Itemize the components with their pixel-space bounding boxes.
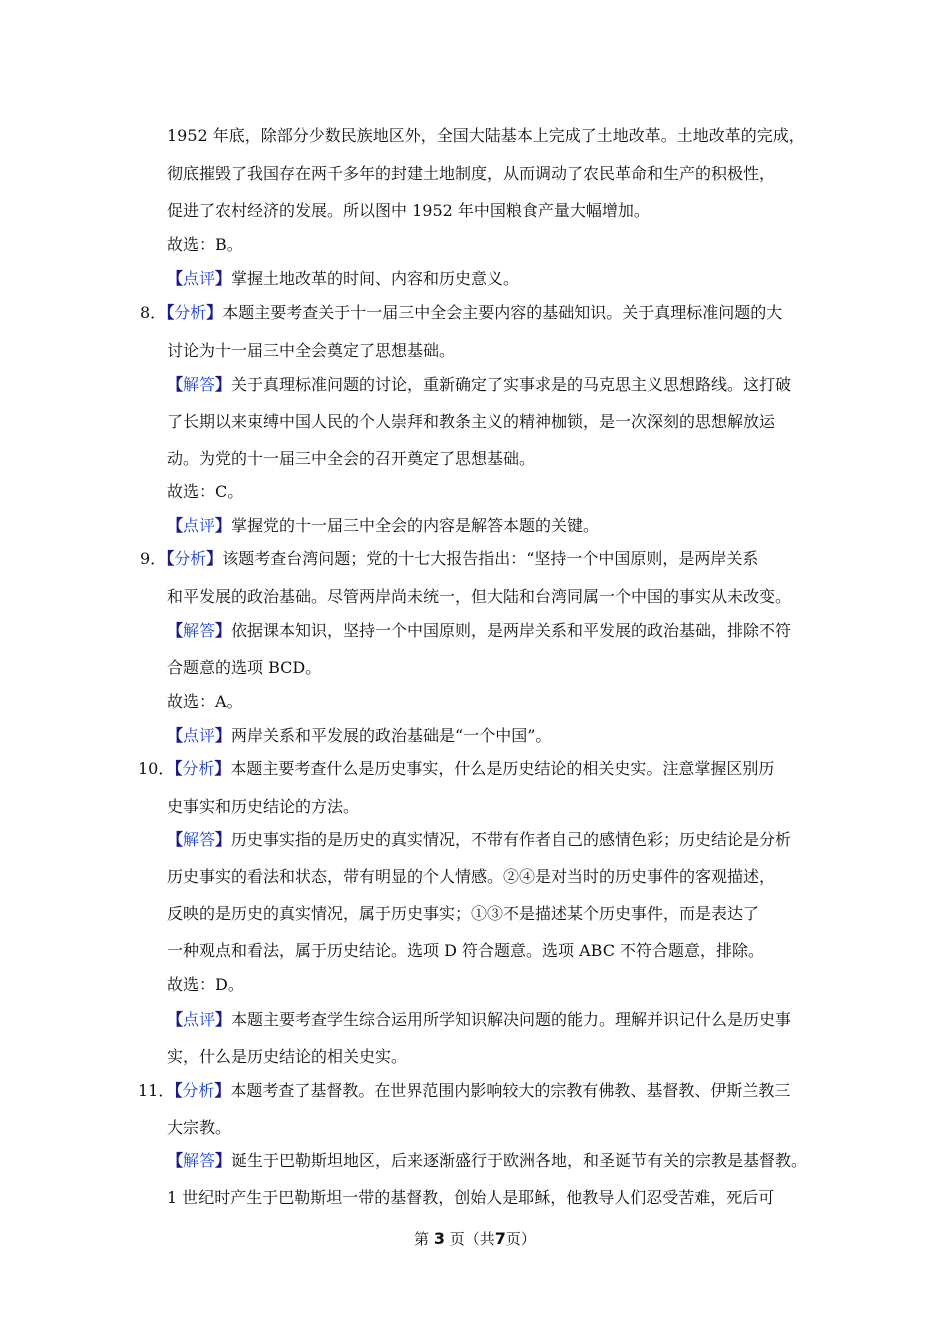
answer-line: 故选：A。 bbox=[167, 692, 243, 711]
dianping-tag: 【点评】 bbox=[167, 1010, 232, 1029]
question-11-fenxi: 11．【分析】本题考查了基督教。在世界范围内影响较大的宗教有佛教、基督教、伊斯兰教三 bbox=[138, 1081, 791, 1100]
answer-line: 故选：B。 bbox=[167, 235, 243, 254]
fenxi-tag: 【分析】 bbox=[174, 1081, 231, 1100]
dianping-tag: 【点评】 bbox=[167, 516, 232, 535]
question-10-jieda: 【解答】历史事实指的是历史的真实情况，不带有作者自己的感情色彩；历史结论是分析 bbox=[167, 830, 792, 849]
paragraph-line: 1 世纪时产生于巴勒斯坦一带的基督教，创始人是耶稣，他教导人们忍受苦难，死后可 bbox=[167, 1188, 775, 1207]
question-9-fenxi: 9．【分析】该题考查台湾问题；党的十七大报告指出：“坚持一个中国原则，是两岸关系 bbox=[140, 549, 759, 568]
dianping-line: 【点评】两岸关系和平发展的政治基础是“一个中国”。 bbox=[167, 726, 552, 745]
paragraph-line: 促进了农村经济的发展。所以图中 1952 年中国粮食产量大幅增加。 bbox=[167, 201, 650, 220]
fenxi-tag: 【分析】 bbox=[166, 303, 223, 322]
paragraph-line: 实，什么是历史结论的相关史实。 bbox=[167, 1047, 408, 1066]
jieda-tag: 【解答】 bbox=[167, 830, 232, 849]
paragraph-line: 动。为党的十一届三中全会的召开奠定了思想基础。 bbox=[167, 449, 536, 468]
paragraph-line: 历史事实的看法和状态，带有明显的个人情感。②④是对当时的历史事件的客观描述， bbox=[167, 867, 776, 886]
fenxi-tag: 【分析】 bbox=[174, 759, 231, 778]
page-total: 7 bbox=[494, 1229, 506, 1248]
answer-line: 故选：C。 bbox=[167, 482, 244, 501]
paragraph-line: 1952 年底，除部分少数民族地区外，全国大陆基本上完成了土地改革。土地改革的完成， bbox=[167, 126, 805, 145]
page-footer: 第 3 页（共7页） bbox=[414, 1229, 536, 1248]
paragraph-line: 讨论为十一届三中全会奠定了思想基础。 bbox=[167, 341, 456, 360]
jieda-tag: 【解答】 bbox=[167, 1151, 232, 1170]
dianping-tag: 【点评】 bbox=[167, 726, 232, 745]
jieda-tag: 【解答】 bbox=[167, 621, 232, 640]
dianping-line: 【点评】本题主要考查学生综合运用所学知识解决问题的能力。理解并识记什么是历史事 bbox=[167, 1010, 792, 1029]
question-10-fenxi: 10．【分析】本题主要考查什么是历史事实，什么是历史结论的相关史实。注意掌握区别历 bbox=[138, 759, 775, 778]
answer-line: 故选：D。 bbox=[167, 975, 244, 994]
question-8-fenxi: 8．【分析】本题主要考查关于十一届三中全会主要内容的基础知识。关于真理标准问题的大 bbox=[140, 303, 783, 322]
dianping-line: 【点评】掌握土地改革的时间、内容和历史意义。 bbox=[167, 269, 520, 288]
question-9-jieda: 【解答】依据课本知识，坚持一个中国原则，是两岸关系和平发展的政治基础，排除不符 bbox=[167, 621, 792, 640]
paragraph-line: 一种观点和看法，属于历史结论。选项 D 符合题意。选项 ABC 不符合题意，排除。 bbox=[167, 941, 765, 960]
paragraph-line: 合题意的选项 BCD。 bbox=[167, 658, 322, 677]
paragraph-line: 了长期以来束缚中国人民的个人崇拜和教条主义的精神枷锁，是一次深刻的思想解放运 bbox=[167, 412, 776, 431]
page-number: 3 bbox=[433, 1229, 445, 1248]
dianping-line: 【点评】掌握党的十一届三中全会的内容是解答本题的关键。 bbox=[167, 516, 600, 535]
question-8-jieda: 【解答】关于真理标准问题的讨论，重新确定了实事求是的马克思主义思想路线。这打破 bbox=[167, 375, 792, 394]
paragraph-line: 反映的是历史的真实情况，属于历史事实；①③不是描述某个历史事件，而是表达了 bbox=[167, 904, 760, 923]
jieda-tag: 【解答】 bbox=[167, 375, 232, 394]
paragraph-line: 和平发展的政治基础。尽管两岸尚未统一，但大陆和台湾同属一个中国的事实从未改变。 bbox=[167, 587, 792, 606]
question-11-jieda: 【解答】诞生于巴勒斯坦地区，后来逐渐盛行于欧洲各地，和圣诞节有关的宗教是基督教。 bbox=[167, 1151, 808, 1170]
fenxi-tag: 【分析】 bbox=[166, 549, 223, 568]
paragraph-line: 大宗教。 bbox=[167, 1118, 232, 1137]
paragraph-line: 彻底摧毁了我国存在两千多年的封建土地制度，从而调动了农民革命和生产的积极性， bbox=[167, 164, 776, 183]
dianping-tag: 【点评】 bbox=[167, 269, 232, 288]
paragraph-line: 史事实和历史结论的方法。 bbox=[167, 797, 360, 816]
